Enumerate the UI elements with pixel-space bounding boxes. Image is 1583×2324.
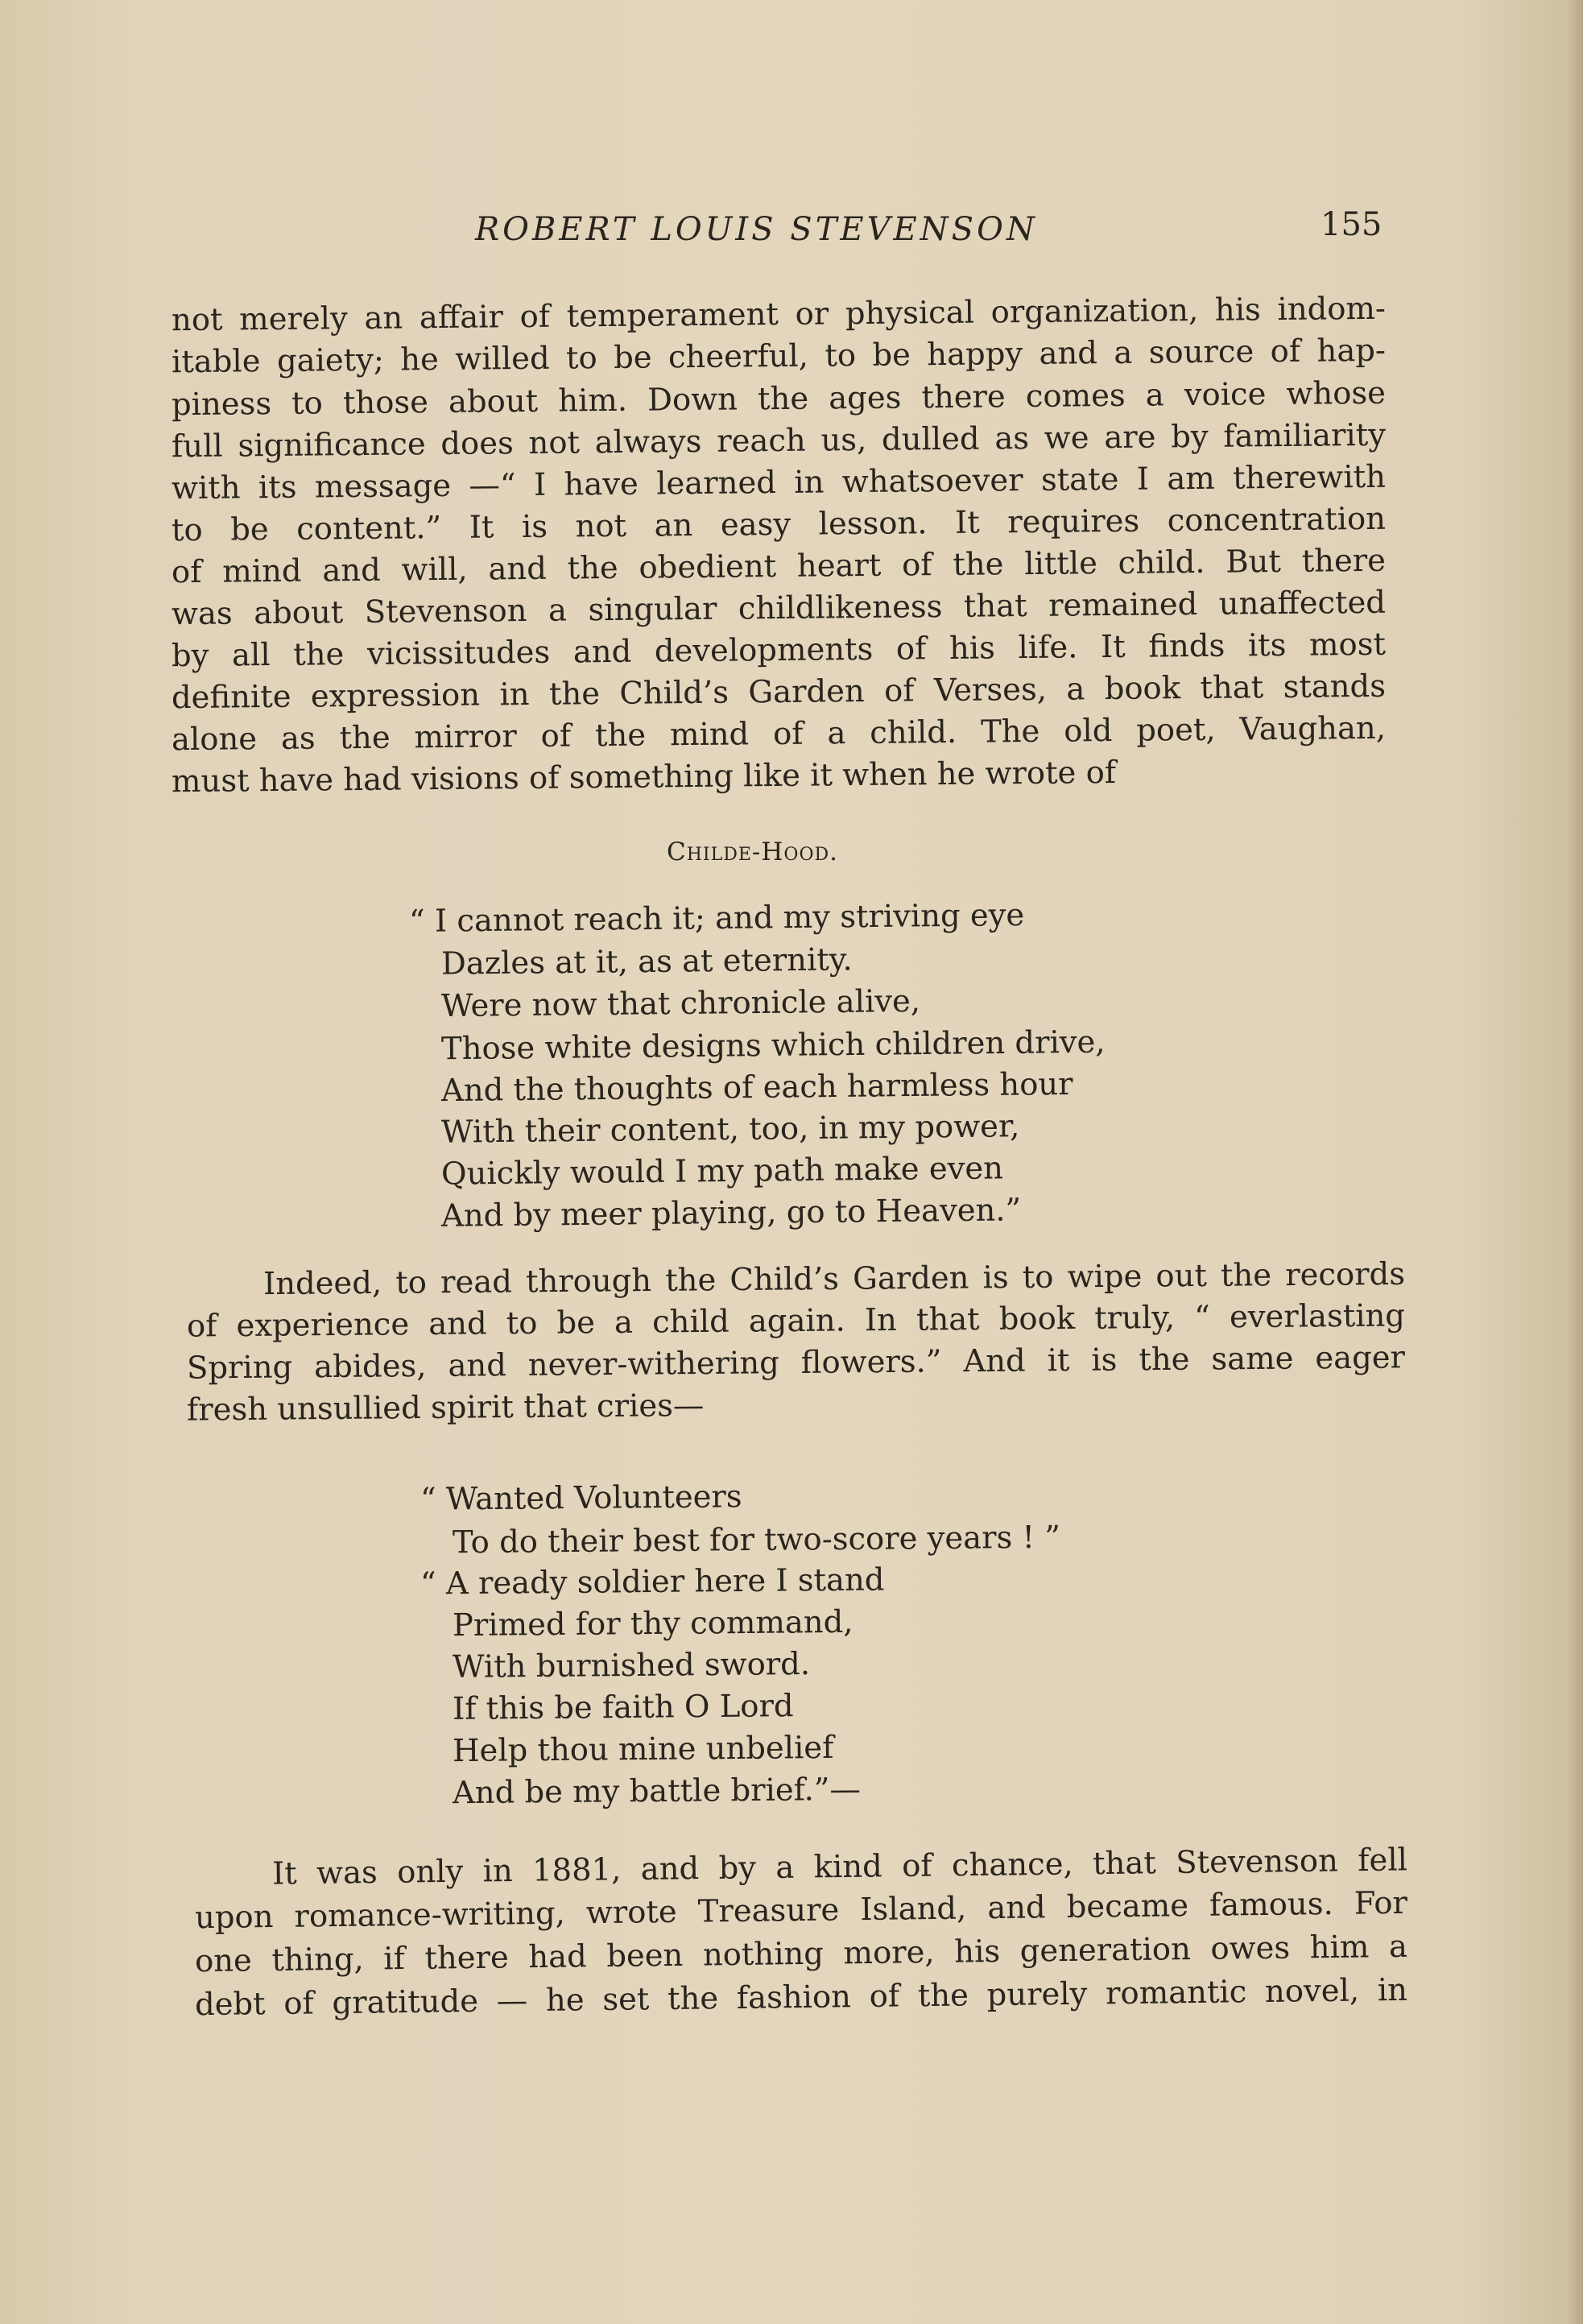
poem-1-line: And by meer playing, go to Heaven.” bbox=[440, 1192, 1022, 1234]
poem-2-line: “ A ready soldier here I stand bbox=[420, 1561, 885, 1602]
paragraph-1-line: of mind and will, and the obedient heart of the little child. But there bbox=[171, 542, 1387, 591]
poem-1-line: “ I cannot reach it; and my striving eye bbox=[408, 896, 1025, 941]
poem-2-line: Primed for thy command, bbox=[452, 1603, 853, 1644]
poem-1-line: And the thoughts of each harmless hour bbox=[440, 1065, 1073, 1110]
paragraph-2-line: Indeed, to read through the Child’s Garden is to wipe out the records bbox=[262, 1255, 1406, 1303]
poem-2-line: With burnished sword. bbox=[452, 1646, 811, 1685]
poem-2-line: And be my battle brief.”— bbox=[452, 1771, 862, 1812]
paragraph-2-line: of experience and to be a child again. In that book truly, “ everlasting bbox=[186, 1297, 1406, 1345]
poem-1-line: Those white designs which children drive, bbox=[440, 1023, 1106, 1068]
paragraph-3-line: upon romance-writing, wrote Treasure Island, and became famous. For bbox=[194, 1884, 1408, 1937]
poem-1-line: Were now that chronicle alive, bbox=[440, 982, 921, 1025]
running-head: ROBERT LOUIS STEVENSON bbox=[475, 211, 1038, 248]
paragraph-1-line: was about Stevenson a singular childlikeness that remained unaffected bbox=[171, 584, 1387, 633]
paragraph-1-line: itable gaiety; he willed to be cheerful, to be happy and a source of hap- bbox=[171, 332, 1387, 381]
paragraph-2-line: Spring abides, and never-withering flowers.” And it is the same eager bbox=[186, 1339, 1406, 1387]
paragraph-1-line: must have had visions of something like it when he wrote of bbox=[171, 754, 1117, 800]
paragraph-1-line: to be content.” It is not an easy lesson. It requires concentration bbox=[171, 500, 1387, 549]
paragraph-1-line: definite expression in the Child’s Garden of Verses, a book that stands bbox=[171, 668, 1387, 717]
poem-title bbox=[667, 837, 838, 866]
paragraph-3-line: debt of gratitude — he set the fashion of the purely romantic novel, in bbox=[194, 1971, 1408, 2024]
paragraph-3-line: It was only in 1881, and by a kind of chance, that Stevenson fell bbox=[271, 1842, 1408, 1892]
page-number: 155 bbox=[1321, 206, 1383, 243]
paragraph-1-line: by all the vicissitudes and developments of his life. It finds its most bbox=[171, 626, 1387, 675]
poem-2-line: “ Wanted Volunteers bbox=[420, 1478, 742, 1518]
poem-2-line: Help thou mine unbelief bbox=[452, 1729, 834, 1770]
paragraph-1-line: with its message —“ I have learned in whatsoever state I am therewith bbox=[171, 458, 1387, 507]
poem-2-line: If this be faith O Lord bbox=[452, 1688, 794, 1727]
paragraph-2-line: fresh unsullied spirit that cries— bbox=[186, 1387, 705, 1429]
poem-1-line: Dazles at it, as at eternity. bbox=[440, 941, 853, 982]
poem-1-line: Quickly would I my path make even bbox=[440, 1150, 1004, 1193]
paragraph-3-line: one thing, if there had been nothing more, his generation owes him a bbox=[194, 1928, 1408, 1980]
poem-title-text: Childe-Hood. bbox=[667, 837, 838, 866]
poem-2-line: To do their best for two-score years ! ” bbox=[452, 1519, 1061, 1561]
paragraph-1-line: piness to those about him. Down the ages there comes a voice whose bbox=[171, 374, 1387, 424]
paragraph-1-line: alone as the mirror of the mind of a child. The old poet, Vaughan, bbox=[171, 709, 1387, 759]
paragraph-1-line: full significance does not always reach us, dulled as we are by familiarity bbox=[171, 416, 1387, 465]
poem-1-line: With their content, too, in my power, bbox=[440, 1108, 1020, 1151]
paragraph-1-line: not merely an affair of temperament or physical organization, his indom- bbox=[171, 290, 1387, 339]
page-edge-shadow bbox=[1567, 0, 1583, 2324]
